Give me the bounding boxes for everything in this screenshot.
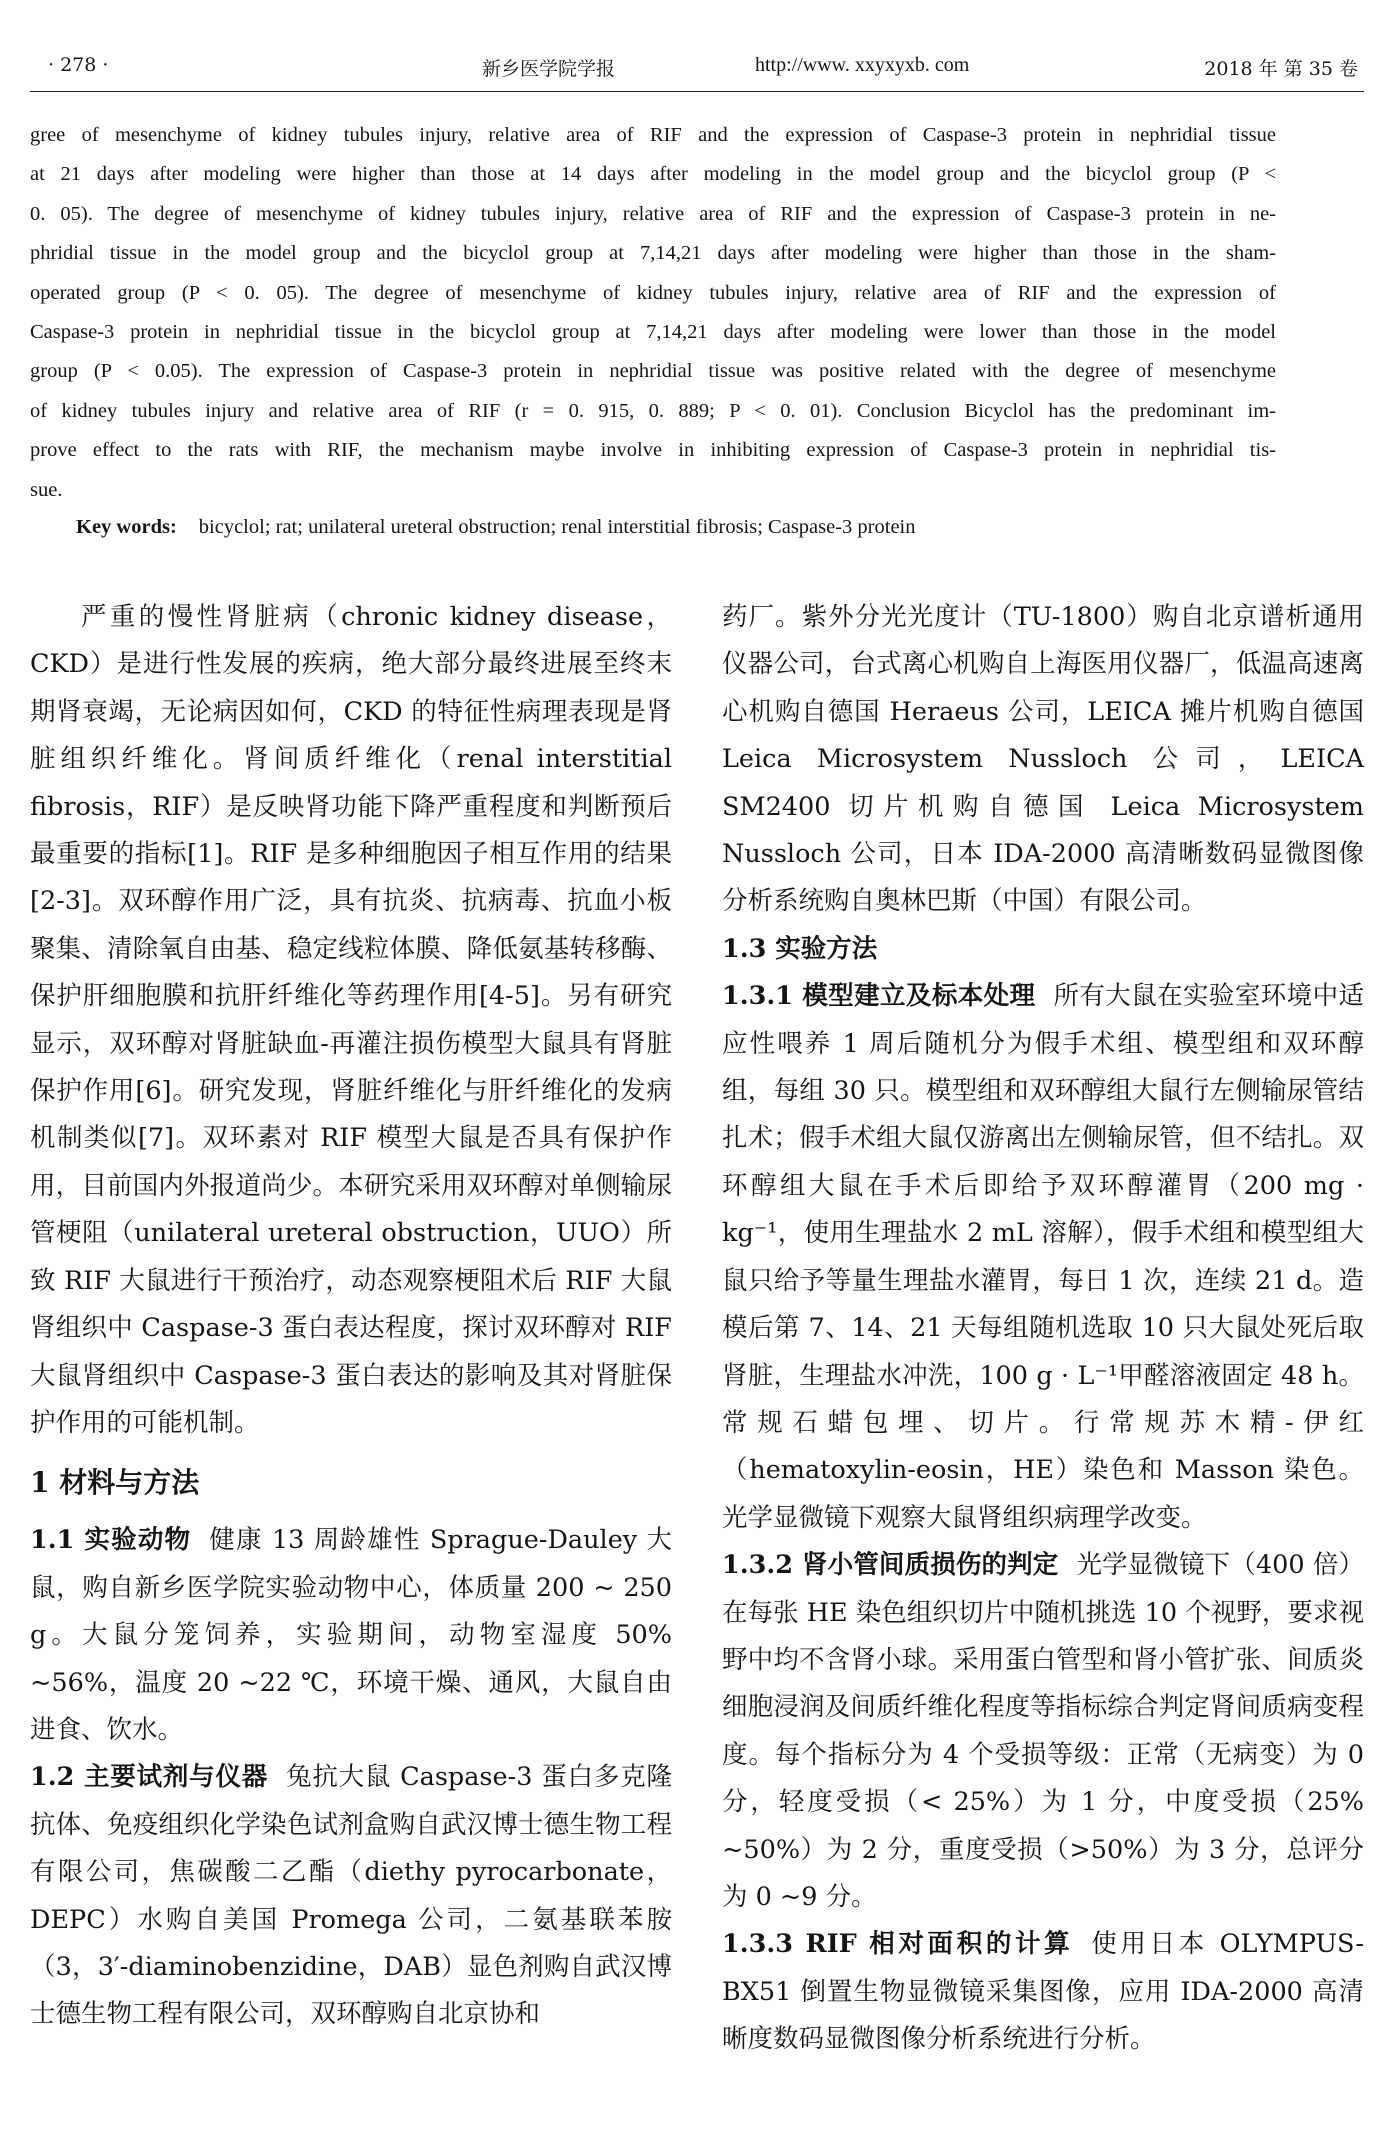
subsection-1-3-1 [722, 973, 1364, 1542]
subsection-text: 健康 13 周龄雄性 Sprague-Dauley 大鼠，购自新乡医学院实验动物中心，体质量 200 ~ 250 g。大鼠分笼饲养，实验期间，动物室湿度 50% ~56%，温度 20 ~22 ℃，环境干燥、通风，大鼠自由进食、饮水。 [30, 1525, 672, 1745]
subsection-text: 所有大鼠在实验室环境中适应性喂养 1 周后随机分为假手术组、模型组和双环醇组，每组 30 只。模型组和双环醇组大鼠行左侧输尿管结扎术；假手术组大鼠仅游离出左侧输尿管，但不结扎。双环醇组大鼠在手术后即给予双环醇灌胃（200 mg · kg⁻¹，使用生理盐水 2 mL 溶解），假手术组和模型组大鼠只给予等量生理盐水灌胃，每日 1 次，连续 21 d。造模后第 7、14、21 天每组随机选取 10 只大鼠处死后取肾脏，生理盐水冲洗，100 g · L⁻¹甲醛溶液固定 48 h。常规石蜡包埋、切片。行常规苏木精-伊红（hematoxylin-eosin，HE）染色和 Masson 染色。光学显微镜下观察大鼠肾组织病理学改变。 [722, 981, 1364, 1533]
left-column [30, 594, 672, 2039]
abstract-line: phridial tissue in the model group and the bicyclol group at 7,14,21 days after modeling were higher than those in the sham- [30, 242, 1276, 265]
running-header [30, 48, 1364, 88]
abstract-line: sue. [30, 478, 63, 501]
subsection-text: 光学显微镜下（400 倍）在每张 HE 染色组织切片中随机挑选 10 个视野，要求视野中均不含肾小球。采用蛋白管型和肾小管扩张、间质炎细胞浸润及间质纤维化程度等指标综合判定肾间质病变程度。每个指标分为 4 个受损等级：正常（无病变）为 0 分，轻度受损（< 25%）为 1 分，中度受损（25% ~50%）为 2 分，重度受损（>50%）为 3 分，总评分为 0 ~9 分。 [722, 1550, 1364, 1912]
abstract-line: Caspase-3 protein in nephridial tissue in the bicyclol group at 7,14,21 days after modeling were lower than those in the model [30, 321, 1276, 344]
right-column [722, 594, 1364, 2064]
abstract-line: operated group (P < 0. 05). The degree of mesenchyme of kidney tubules injury, relative area of RIF and the expression of [30, 281, 1276, 304]
abstract-line: prove effect to the rats with RIF, the mechanism maybe involve in inhibiting expression of Caspase-3 protein in nephridial tis- [30, 439, 1276, 462]
subsection-1-3-2 [722, 1542, 1364, 1921]
intro-paragraph: 严重的慢性肾脏病（chronic kidney disease，CKD）是进行性发展的疾病，绝大部分最终进展至终末期肾衰竭，无论病因如何，CKD 的特征性病理表现是肾脏组织纤维化。肾间质纤维化（renal interstitial fibrosis，RIF）是反映肾功能下降严重程度和判断预后最重要的指标[1]。RIF 是多种细胞因子相互作用的结果[2-3]。双环醇作用广泛，具有抗炎、抗病毒、抗血小板聚集、清除氧自由基、稳定线粒体膜、降低氨基转移酶、保护肝细胞膜和抗肝纤维化等药理作用[4-5]。另有研究显示，双环醇对肾脏缺血-再灌注损伤模型大鼠具有肾脏保护作用[6]。研究发现，肾脏纤维化与肝纤维化的发病机制类似[7]。双环素对 RIF 模型大鼠是否具有保护作用，目前国内外报道尚少。本研究采用双环醇对单侧输尿管梗阻（unilateral ureteral obstruction，UUO）所致 RIF 大鼠进行干预治疗，动态观察梗阻术后 RIF 大鼠肾组织中 Caspase-3 蛋白表达程度，探讨双环醇对 RIF 大鼠肾组织中 Caspase-3 蛋白表达的影响及其对肾脏保护作用的可能机制。 [30, 602, 672, 1438]
abstract-line: of kidney tubules injury and relative area of RIF (r = 0. 915, 0. 889; P < 0. 01). Conclusion Bicyclol has the predominant im- [30, 399, 1276, 422]
keywords-label: Key words: [76, 516, 177, 538]
abstract-line: gree of mesenchyme of kidney tubules injury, relative area of RIF and the expression of Caspase-3 protein in nephridial tissue [30, 124, 1276, 146]
subsection-title: 1.3 实验方法 [722, 933, 878, 964]
subsection-1-1 [30, 1517, 672, 1754]
subsection-text: 兔抗大鼠 Caspase-3 蛋白多克隆抗体、免疫组织化学染色试剂盒购自武汉博士德生物工程有限公司，焦碳酸二乙酯（diethy pyrocarbonate，DEPC）水购自美国 Promega 公司，二氨基联苯胺（3，3′-diaminobenzidine，DAB）显色剂购自武汉博士德生物工程有限公司，双环醇购自北京协和 [30, 1762, 672, 2030]
continued-paragraph: 药厂。紫外分光光度计（TU-1800）购自北京谱析通用仪器公司，台式离心机购自上海医用仪器厂，低温高速离心机购自德国 Heraeus 公司，LEICA 摊片机购自德国 Leica Microsystem Nussloch 公司，LEICA SM2400 切片机购自德国 Leica Microsystem Nussloch 公司，日本 IDA-2000 高清晰数码显微图像分析系统购自奥林巴斯（中国）有限公司。 [722, 602, 1364, 917]
year-volume: 2018 年 第 35 卷 [1204, 58, 1358, 80]
section-heading: 1 材料与方法 [30, 1466, 200, 1500]
subsection-text: 使用日本 OLYMPUS-BX51 倒置生物显微镜采集图像，应用 IDA-2000 高清晰度数码显微图像分析系统进行分析。 [722, 1929, 1364, 2055]
subsection-title: 1.2 主要试剂与仪器 [30, 1762, 269, 1793]
subsection-1-2 [30, 1754, 672, 2038]
keywords-text: bicyclol; rat; unilateral ureteral obstruction; renal interstitial fibrosis; Caspase-3 protein [198, 516, 916, 538]
subsection-title: 1.3.3 RIF 相对面积的计算 [722, 1929, 1074, 1960]
journal-name: 新乡医学院学报 [482, 58, 616, 80]
journal-url: http://www. xxyxyxb. com [755, 54, 970, 76]
english-abstract [30, 116, 1276, 510]
header-divider [30, 91, 1364, 92]
abstract-line: 0. 05). The degree of mesenchyme of kidney tubules injury, relative area of RIF and the expression of Caspase-3 protein in ne- [30, 202, 1276, 225]
subsection-title: 1.3.1 模型建立及标本处理 [722, 981, 1036, 1012]
abstract-line: at 21 days after modeling were higher than those at 14 days after modeling in the model group and the bicyclol group (P < [30, 163, 1276, 186]
subsection-1-3 [722, 926, 1364, 973]
subsection-title: 1.1 实验动物 [30, 1525, 192, 1556]
abstract-line: group (P < 0.05). The expression of Caspase-3 protein in nephridial tissue was positive related with the degree of mesenchyme [30, 360, 1276, 383]
page-number: · 278 · [48, 54, 109, 76]
subsection-title: 1.3.2 肾小管间质损伤的判定 [722, 1550, 1059, 1581]
keywords [76, 516, 916, 539]
subsection-1-3-3 [722, 1921, 1364, 2063]
